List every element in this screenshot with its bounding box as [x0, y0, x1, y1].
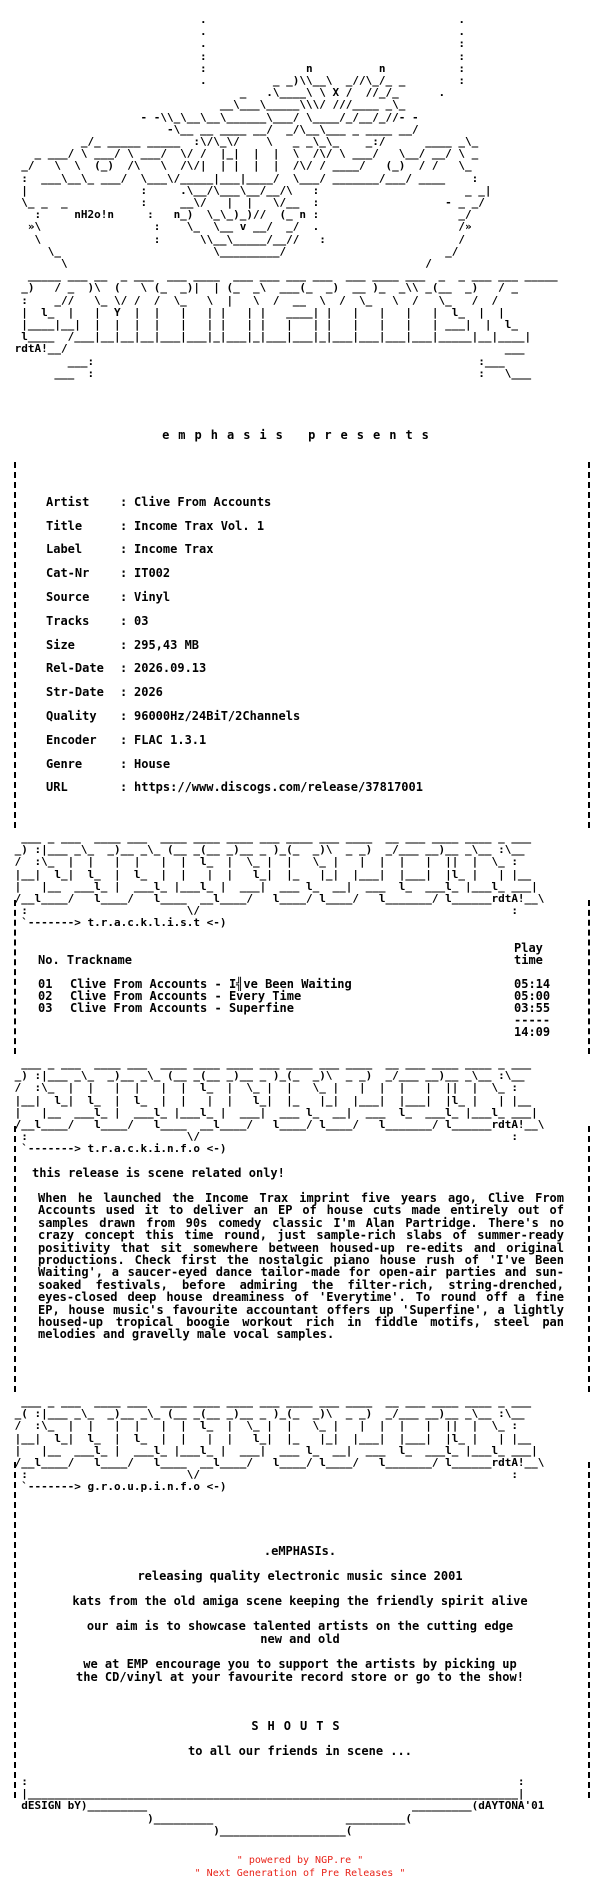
ascii-emblem: . . . . . : : : : n n : . _ _)\\__\ _//\_/_ _ : _ .\____\ \ X / //_/_ . __\___\_____\\\/ ///____ _\_ - -\\_\__\__\______\___/ \____/_/__/_//- - -\__ __ ____ __/ _/\__\___ _ ____ __/ _/_ _____ _____ :\/\_\/ \ _ _\_\_ _:/ ____ _\_ _ ___/ \ ___/ \ ___/ \/ / |_| | | \ /\/ \ ___/ \__/ __/ \ _ _/ \ \ (_) /\ \ /\/| | | | | /\/ / ____/ (_) / / \_ : ___\__\_ ___/ \___\/_____|___|____/ \___/ _______/___/ ____ : | : .\__/\___\__/__/\ : _ _| \_ _ _ : __\/ | | \/__ : - _ _/ : nH2o!n : n_) \_\_)_)// (_ n : _/ »\ : \_ \__ v __/ _/ . /» \ : \\__\_____/__// : / \_ \_________/ _/ \ /	[21, 13, 492, 271]
info-label: Size	[46, 637, 75, 652]
info-row	[46, 633, 423, 657]
total-separator: -----	[514, 1013, 551, 1027]
info-label: Quality	[46, 709, 97, 724]
info-row	[46, 776, 423, 800]
group-line-4b: the CD/vinyl at your favourite record store or go to the show!	[76, 1670, 524, 1684]
info-colon: :	[120, 590, 128, 605]
powered-by-line: " powered by NGP.re "	[236, 1855, 364, 1866]
track-number: 01	[38, 977, 53, 991]
info-label: Source	[46, 590, 90, 605]
info-colon: :	[120, 542, 128, 557]
info-label: Genre	[46, 756, 83, 771]
info-label: Str-Date	[46, 685, 104, 700]
track-time: 03:55	[514, 1001, 551, 1015]
info-row	[46, 561, 423, 585]
info-colon: :	[120, 732, 128, 747]
info-row	[46, 490, 423, 514]
info-row	[46, 728, 423, 752]
info-value: Income Trax	[134, 542, 214, 557]
info-value: 03	[134, 613, 149, 628]
group-line-4a: we at EMP encourage you to support the artists by picking up	[83, 1657, 517, 1671]
info-colon: :	[120, 494, 128, 509]
presents-title: emphasis presents	[162, 428, 438, 442]
info-value: Vinyl	[134, 590, 171, 605]
tracklist	[38, 942, 554, 1038]
info-colon: :	[120, 518, 128, 533]
shouts-text: to all our friends in scene ...	[188, 1744, 412, 1758]
info-colon: :	[120, 756, 128, 771]
tracklist-column-name: No. Trackname	[38, 953, 132, 967]
release-description: When he launched the Income Trax imprint five years ago, Clive From Accounts used it to deliver an EP of house cuts made entirely out of samples drawn from 90s comedy classic I'm Alan Partridge. There's no crazy concept this time round, just sample-rich slabs of summer-ready positivity that sit somewhere between housed-up re-edits and original productions. Check first the nostalgic piano house rush of 'I've Been Waiting', a saucer-eyed dance tailor-made for open-air parties and sun-soaked festivals, before admiring the filter-rich, string-drenched, eyes-closed deep house dreaminess of 'Everytime'. To round off a fine EP, house music's favourite accountant offers up 'Superfine', a lightly housed-up tropical boogie workout rich in fiddle motifs, steel pan melodies and gravelly male vocal samples.	[38, 1191, 564, 1342]
release-info-table	[46, 490, 423, 799]
info-value: FLAC 1.3.1	[134, 732, 207, 747]
group-line-1: releasing quality electronic music since 2001	[137, 1569, 463, 1583]
info-label: Title	[46, 518, 83, 533]
ascii-logo: _____ ___ __ _ ___ ___ ____ ___ ___ ___ ___ ___ ____ ___ _ _ ___ ___ _____ _) / _ )\ ( \ (_ _)| | (_ _\ ___(_ _) __ )_ _\\ _(__ _) / _ : _// \_ \/ / / \_ \ | \ / __ \ / \_ \ / \_ / / | l_ | | Y | | | | | | | ____| | | | | | l_ | | |____|__| | | | | | | | | | | | | | | | | ___| | l_ l____ /___|__|__|__|___|___|_|___|_|___|___|_|___|___|___|___|_____|__|____| rdtA!__/ ___ ___: :___ ___ : : \___	[14, 269, 558, 380]
info-value: Clive From Accounts	[134, 494, 272, 509]
tracklist-divider-art: ___ _ ___ ____ ___ ____ ____ ____ ___ ____ ___ ____ __ ___ ____ ____ _ ___ _) :|___ _\_ _)__ _\_ (__ _(__ _)__ _ )_(_ _)\ _ _) _/___ __)__ _\__ :\__ / :\_ | | | | | | l_ | \_ | | \_ | | | | | || | \_ : |__| l_| l_ | l_ | | | | l_| |_ |_| |___| |___| |l_ | | |__ | |__ ___l_ | ___l_ |___l_ | ___| ___ l_ __| ___ l_ ___l_ |___l_ ___| /__l____/ l____/ l____ __l____/ l____/ l____/ l_______/ l______rdtA!__\ : \/ : `-------> t.r.a.c.k.l.i.s.t <-)	[14, 831, 545, 930]
info-row	[46, 538, 423, 562]
info-label: Encoder	[46, 732, 97, 747]
info-row	[46, 609, 423, 633]
info-value: 295,43 MB	[134, 637, 200, 652]
trackinfo-divider-art: ___ _ ___ ____ ___ ____ ____ ____ ___ ____ ___ ____ __ ___ ____ ____ _ ___ _) :|___ _\_ _)__ _\_ (__ _(__ _)__ _ )_(_ _)\ _ _) _/___ __)__ _\__ :\__ / :\_ | | | | | | l_ | \_ | | \_ | | | | | || | \_ : |__| l_| l_ | l_ | | | | l_| |_ |_| |___| |___| |l_ | | |__ | |__ ___l_ | ___l_ |___l_ | ___| ___ l_ __| ___ l_ ___l_ |___l_ ___| /__l____/ l____/ l____ __l____/ l____/ l____/ l_______/ l______rdtA!__\ : \/ : `-------> t.r.a.c.k.i.n.f.o <-)	[14, 1057, 545, 1156]
scene-notice: this release is scene related only!	[32, 1166, 285, 1180]
ngp-tagline: " Next Generation of Pre Releases "	[194, 1868, 406, 1879]
track-number: 02	[38, 989, 53, 1003]
track-title: Clive From Accounts - Every Time	[70, 989, 302, 1003]
info-colon: :	[120, 566, 128, 581]
group-line-3b: new and old	[260, 1632, 340, 1646]
info-label: URL	[46, 780, 68, 795]
group-line-2: kats from the old amiga scene keeping the friendly spirit alive	[72, 1594, 528, 1608]
info-label: Cat-Nr	[46, 566, 90, 581]
total-time: 14:09	[514, 1025, 551, 1039]
footer-ascii-art: : : |__________________________________________________________________________| dESIGN bY)_________ _________(dAYTONA'01 )_________ _________( )___________________(	[21, 1775, 545, 1837]
track-time: 05:00	[514, 989, 551, 1003]
info-colon: :	[120, 709, 128, 724]
info-colon: :	[120, 661, 128, 676]
info-label: Tracks	[46, 613, 90, 628]
groupinfo-divider-art: ___ _ ___ ____ ___ ____ ____ ____ ___ ____ ___ ____ __ ___ ____ ____ _ ___ _( :|___ _\_ _)__ _\_ (__ _(__ _)__ _ )_(_ _)\ _ _) _/___ __)__ _\__ :\__ / :\_ | | | | | | l_ | \_ | | \_ | | | | | || | \_ : |__| l_| l_ | l_ | | | | l_| |_ |_| |___| |___| |l_ | | |__ | |__ ___l_ | ___l_ |___l_ | ___| ___ l_ __| ___ l_ ___l_ |___l_ ___| /__l____/ l____/ l____ __l____/ l____/ l____/ l_______/ l______rdtA!__\ : \/ : `-------> g.r.o.u.p.i.n.f.o <-)	[14, 1395, 545, 1494]
info-row	[46, 585, 423, 609]
info-label: Rel-Date	[46, 661, 104, 676]
info-colon: :	[120, 637, 128, 652]
info-value: Income Trax Vol. 1	[134, 518, 265, 533]
info-row	[46, 514, 423, 538]
info-value: 2026.09.13	[134, 661, 207, 676]
shouts-title: SHOUTS	[251, 1719, 349, 1733]
info-label: Artist	[46, 494, 90, 509]
info-colon: :	[120, 613, 128, 628]
track-title: Clive From Accounts - I╣ve Been Waiting	[70, 977, 352, 991]
info-row	[46, 704, 423, 728]
group-name: .eMPHASIs.	[263, 1544, 337, 1558]
header-ascii-art	[8, 14, 558, 380]
info-value: House	[134, 756, 171, 771]
info-value: 96000Hz/24BiT/2Channels	[134, 709, 301, 724]
info-row	[46, 752, 423, 776]
info-colon: :	[120, 685, 128, 700]
track-title: Clive From Accounts - Superfine	[70, 1001, 294, 1015]
tracklist-column-time: Play time	[514, 941, 543, 967]
group-line-3a: our aim is to showcase talented artists on the cutting edge	[86, 1619, 514, 1633]
info-row	[46, 680, 423, 704]
track-row	[38, 1002, 554, 1014]
track-number: 03	[38, 1001, 53, 1015]
info-value: IT002	[134, 566, 171, 581]
info-value: https://www.discogs.com/release/37817001	[134, 780, 423, 795]
info-label: Label	[46, 542, 83, 557]
info-colon: :	[120, 780, 128, 795]
info-value: 2026	[134, 685, 163, 700]
track-rows	[38, 978, 554, 1014]
track-time: 05:14	[514, 977, 551, 991]
tracklist-header	[38, 942, 554, 966]
info-row	[46, 657, 423, 681]
